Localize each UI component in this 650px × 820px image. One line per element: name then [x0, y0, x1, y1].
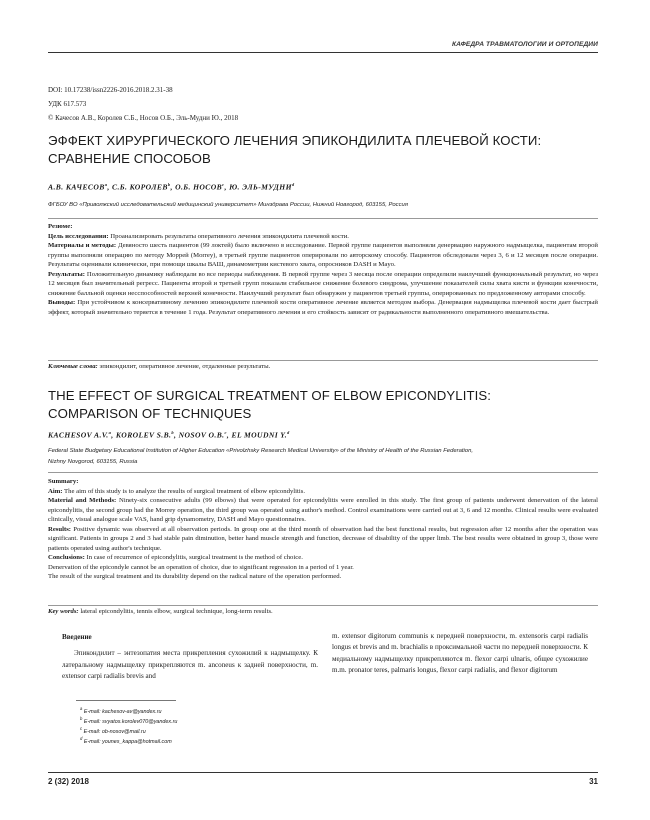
en-results: Results: Positive dynamic was observed at all observation periods. In group one at the third month of observation had the best functional results, but regression after 12 months after the operation was significant. Patients in groups 2 and 3 had stable pain diminution, better hand muscle strength and function, decrease of disability of the upper limb. The best results were obtained in group 3, those were patients operated using author's technique.: [48, 525, 598, 552]
divider: [48, 472, 598, 473]
en-aim: Aim: The aim of this study is to analyze the results of surgical treatment of elbow epicondylitis.: [48, 487, 305, 495]
en-methods: Material and Methods: Ninety-six consecutive adults (99 elbows) that were operated for epicondylitis were enrolled in this study. The first group of patients underwent denervation of the lateral epicondylitis, the second group had the Morrey operation, the third group was operated using author's method. Control examinations were carried out at 3, 6 and 12 months. Clinical results were evaluated clinically, visual analogue scale VAS, hand grip dynamometry, DASH and Mayo questionnaires.: [48, 497, 598, 524]
author-separator: ,: [107, 182, 112, 192]
author-separator: ,: [224, 182, 230, 192]
summary-heading: Summary:: [48, 478, 79, 485]
author-name: KOROLEV S.B.: [115, 430, 172, 440]
en-extra-1: Denervation of the epicondyle cannot be an operation of choice, due to significant regression in a period of 1 year.: [48, 563, 354, 571]
divider: [48, 218, 598, 219]
author-name: О.Б. НОСОВ: [175, 182, 223, 192]
header-rule: [48, 52, 598, 53]
footnote-rule: [76, 700, 176, 701]
author-affil-mark: a: [104, 182, 108, 187]
abstract-heading: Резюме:: [48, 223, 73, 230]
intro-paragraph: Эпикондилит – энтезопатия места прикрепления сухожилий к надмыщелку. К латеральному надмыщелку прикрепляются m. anconeus к задней поверхности, m. extensor carpi radialis brevis and: [62, 649, 318, 681]
author-separator: ,: [170, 182, 176, 192]
author-separator: ,: [226, 430, 232, 440]
body-left-column: [62, 632, 318, 683]
divider: [48, 360, 598, 361]
author-affil-mark: c: [224, 430, 227, 435]
udk: УДК 617.573: [48, 100, 87, 108]
author-affil-mark: b: [167, 182, 171, 187]
author-affil-mark: c: [222, 182, 225, 187]
ru-abstract: [48, 222, 598, 317]
footer-rule: [48, 772, 598, 773]
author-name: А.В. КАЧЕСОВ: [48, 182, 105, 192]
copyright: © Качесов А.В., Королев С.Б., Носов О.Б., Эль-Мудни Ю., 2018: [48, 114, 239, 122]
en-keywords: Key words: lateral epicondylitis, tennis elbow, surgical technique, long-term results.: [48, 608, 273, 615]
en-abstract: [48, 477, 598, 582]
author-separator: ,: [111, 430, 116, 440]
divider: [48, 605, 598, 606]
en-extra-2: The result of the surgical treatment and its durability depend on the radical nature of the operation performed.: [48, 573, 342, 581]
issue-number: 2 (32) 2018: [48, 777, 89, 786]
intro-heading: Введение: [62, 633, 92, 641]
author-affil-mark: a: [108, 430, 112, 435]
ru-title: ЭФФЕКТ ХИРУРГИЧЕСКОГО ЛЕЧЕНИЯ ЭПИКОНДИЛИТА ПЛЕЧЕВОЙ КОСТИ: СРАВНЕНИЕ СПОСОБОВ: [48, 133, 542, 166]
en-conclusions: Conclusions: In case of recurrence of epicondylitis, surgical treatment is the method of choice.: [48, 554, 303, 562]
author-affil-mark: b: [171, 430, 175, 435]
author-affil-mark: d: [291, 182, 295, 187]
intro-paragraph-cont: m. extensor digitorum communis к передней поверхности, m. extensoris carpi radialis longus et brevis and m. brachialis в проксимальной части по передней поверхности. К медиальному надмыщелку прикрепляются m. flexor carpi ulnaris, общее сухожилие m.m. pronator teres, palmaris longus, flexor carpi radialis, and flexor digitorum: [332, 632, 588, 675]
en-title: THE EFFECT OF SURGICAL TREATMENT OF ELBOW EPICONDYLITIS: COMPARISON OF TECHNIQUES: [48, 388, 492, 421]
en-authors: [48, 430, 290, 440]
ru-methods: Материалы и методы: Девяносто шесть пациентов (99 локтей) было включено в исследование. Первой группе пациентов выполняли денервацию наружного надмыщелка, пациентам второй группы выполняли операцию по методу Моррей (Morrey), в третьей группе пациентов оперировали по авторскому способу. Пациентов обследовали через 3, 6 и 12 месяцев после операции. Результаты оценивали клинически, при помощи шкалы ВАШ, динамометрии кистевого хвата, опросников DASH и Mayo.: [48, 242, 598, 269]
author-name: KACHESOV A.V.: [48, 430, 109, 440]
author-name: NOSOV O.B.: [178, 430, 225, 440]
ru-aim: Цель исследования: Проанализировать результаты оперативного лечения эпикондилита плечевой кости.: [48, 232, 349, 240]
footnote-d: $^d$ E-mail: younes_kappa@hotmail.com: [80, 736, 172, 745]
footnote-a: $^a$ E-mail: kachesov-av@yandex.ru: [80, 706, 162, 715]
ru-conclusions: Выводы: При устойчивом к консервативному лечению эпикондилите плечевой кости оперативное лечение является методом выбора. Денервация надмыщелка плечевой кости дает быстрый эффект, который значительно теряется в течение 1 года. Результат оперативного лечения и его стойкость зависят от радикальности выполненного оперативного вмешательства.: [48, 299, 598, 316]
footnote-b: $^b$ E-mail: svyatos.korolev070@yandex.ru: [80, 716, 178, 725]
journal-section-label: КАФЕДРА ТРАВМАТОЛОГИИ И ОРТОПЕДИИ: [451, 41, 598, 48]
doi: DOI: 10.17238/issn2226-2016.2018.2.31-38: [48, 86, 173, 94]
footnote-c: $^c$ E-mail: ob-nosov@mail.ru: [80, 726, 146, 735]
author-name: Ю. ЭЛЬ-МУДНИ: [229, 182, 292, 192]
ru-keywords: Ключевые слова: эпикондилит, оперативное лечение, отдаленные результаты.: [48, 363, 271, 370]
ru-authors: [48, 182, 295, 192]
en-affiliation: Federal State Budgetary Educational Institution of Higher Education «Privolzhsky Research Medical University» of the Ministry of Health of the Russian Federation, Nizhny Novgorod, 603155, Russia: [48, 448, 473, 465]
author-affil-mark: d: [287, 430, 290, 435]
page-number: 31: [589, 777, 598, 786]
body-right-column: [332, 631, 588, 677]
author-separator: ,: [174, 430, 179, 440]
author-name: С.Б. КОРОЛЕВ: [112, 182, 168, 192]
ru-results: Результаты: Положительную динамику наблюдали во все периоды наблюдения. В первой группе через 3 месяца после операции определили наилучший функциональный результат, но через 12 месяцев был значительный регресс. Пациенты второй и третьей групп показали стабильное снижение болевого синдрома, улучшение показателей силы хвата кисти и функции конечности, снижение балльной оценки несспособностей верхней конечности. Наилучший результат был обнаружен у пациентов третьей группы, оперированных по предложенному авторами способу.: [48, 270, 598, 297]
author-name: EL MOUDNI Y.: [231, 430, 287, 440]
ru-affiliation: ФГБОУ ВО «Приволжский исследовательский медицинский университет» Минздрава России, Нижний Новгород, 603155, Россия: [48, 202, 408, 208]
